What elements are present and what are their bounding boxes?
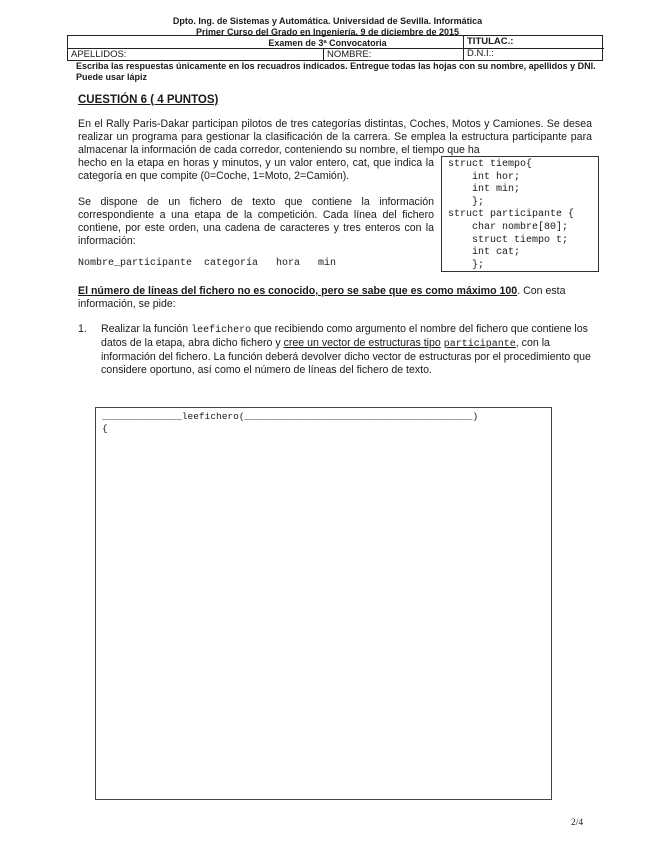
code-line: int min; [448,184,521,196]
note-rest: . Con esta información, se pide: [78,285,566,310]
header-line-2: Primer Curso del Grado en Ingeniería. 9 de diciembre de 2015 [195,27,460,37]
intro-paragraph-2: Se dispone de un fichero de texto que contiene la información correspondiente a una etapa de la competición. Cada línea del fichero contiene, por este orden, una cadena de caracteres y tres enteros con la información: [78,196,434,247]
dni-label: D.N.I.: [467,48,494,59]
code-line: int hor; [448,171,521,183]
function-name: leefichero [191,325,252,336]
code-line: char nombre[80]; [448,221,569,233]
titulac-label: TITULAC.: [467,36,514,47]
apellidos-field[interactable] [68,48,323,61]
student-form [67,35,603,61]
struct-type-name: participante [443,339,516,350]
item-text-part: , con la información del fichero. La función deberá devolver dicho vector de estructuras por el procedimiento que considere oportuno, así como el número de líneas del fichero de texto. [101,337,591,376]
struct-code-box [441,156,599,272]
max-lines-note [78,285,592,311]
page-number: 2/4 [571,818,584,828]
answer-box[interactable] [95,407,552,800]
nombre-field[interactable] [323,48,463,61]
code-line: struct participante { [448,209,575,221]
instructions: Escriba las respuestas únicamente en los recuadros indicados. Entregue todas las hojas con su nombre, apellidos y DNI. Puede usar lápiz [76,61,596,82]
apellidos-label: APELLIDOS: [71,49,127,60]
code-line: int cat; [448,247,521,259]
file-format-line: Nombre_participante categoría hora min [78,258,337,269]
item-text-part: que recibiendo como argumento el nombre del fichero que contiene los datos de la etapa, abra dicho fichero y [101,323,588,349]
item-1-text [101,323,592,377]
code-line: }; [448,259,485,271]
item-text-part: Realizar la función [101,323,192,335]
opening-brace: { [102,423,108,434]
code-line: struct tiempo{ [448,159,533,170]
header-line-3: Examen de 3ª Convocatoria [268,38,387,48]
note-emphasis: El número de líneas del fichero no es conocido, pero se sabe que es como máximo 100 [78,285,518,297]
intro-paragraph-1: En el Rally Paris-Dakar participan pilotos de tres categorías distintas, Coches, Motos y Camiones. Se desea realizar un programa para gestionar la clasificación de la carrera. Se emplea la estructura participante para almacenar la información de cada corredor, conteniendo su nombre, el tiempo que ha [78,118,592,156]
code-line: struct tiempo t; [448,234,569,246]
code-line: }; [448,196,485,208]
underlined-phrase: cree un vector de estructuras tipo [283,337,441,349]
dni-field[interactable] [463,48,604,61]
item-number: 1. [78,323,87,335]
question-title: CUESTIÓN 6 ( 4 PUNTOS) [78,94,219,106]
nombre-label: NOMBRE: [327,49,372,60]
intro-paragraph-1b: hecho en la etapa en horas y minutos, y un valor entero, cat, que indica la categoría en que compite (0=Coche, 1=Moto, 2=Camión). [78,157,434,182]
header-line-1: Dpto. Ing. de Sistemas y Automática. Universidad de Sevilla. Informática [172,16,483,26]
function-signature: ______________leefichero(________________________________________) [102,411,479,422]
